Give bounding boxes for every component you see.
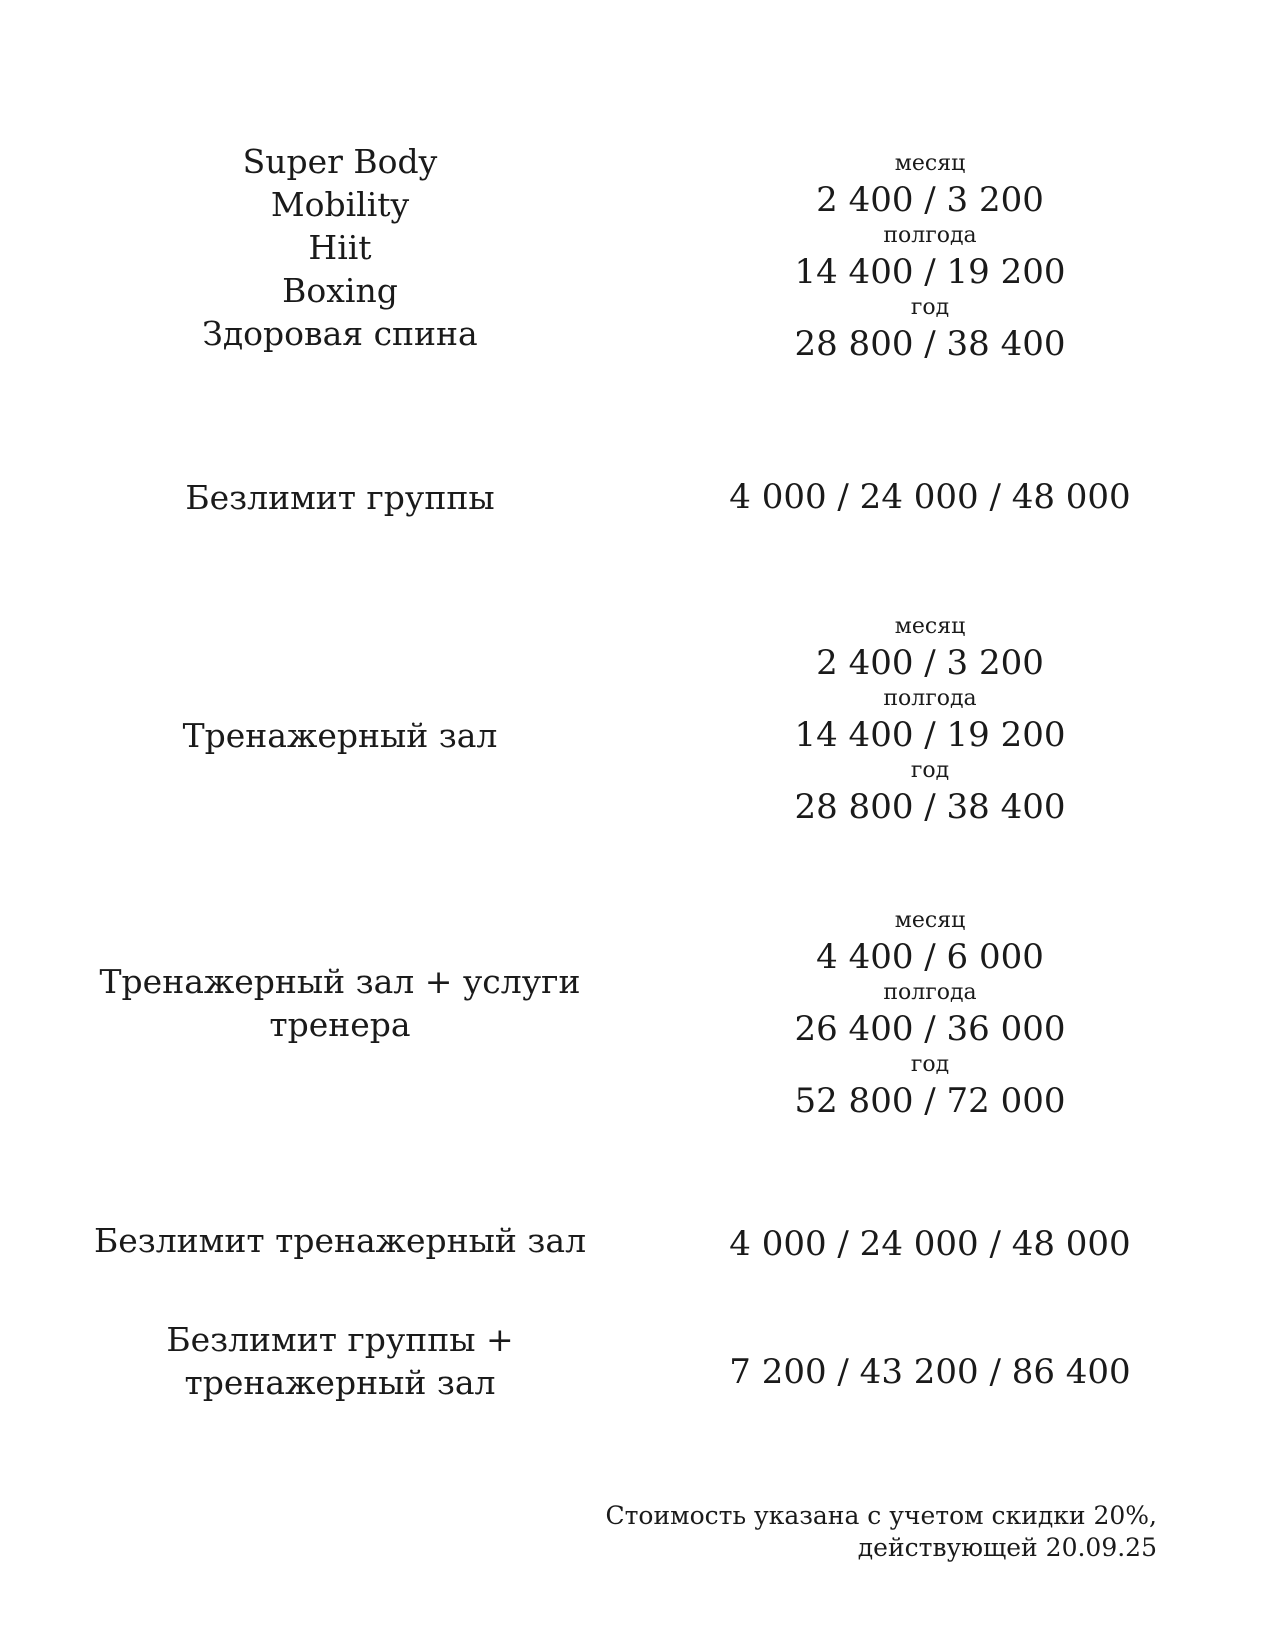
period-label: месяц xyxy=(894,908,966,933)
gym-trainer-prices xyxy=(660,907,1200,1123)
unlimited-groups-gym-title xyxy=(90,1318,590,1404)
class-name: Super Body xyxy=(242,142,438,181)
price-value: 14 400 / 19 200 xyxy=(794,252,1066,292)
price-value: 4 000 / 24 000 / 48 000 xyxy=(729,1224,1131,1264)
gym-trainer-title xyxy=(90,960,590,1046)
plan-name: Безлимит группы xyxy=(185,478,495,517)
group-classes-list xyxy=(90,140,590,355)
gym-title xyxy=(90,714,590,757)
price-value: 7 200 / 43 200 / 86 400 xyxy=(729,1352,1131,1392)
period-label: месяц xyxy=(894,151,966,176)
price-value: 4 000 / 24 000 / 48 000 xyxy=(729,477,1131,517)
period-label: год xyxy=(910,1052,950,1077)
discount-note-line: действующей 20.09.25 xyxy=(857,1533,1157,1562)
unlimited-groups-title xyxy=(90,476,590,519)
discount-note-line: Стоимость указана с учетом скидки 20%, xyxy=(605,1501,1157,1530)
price-value: 2 400 / 3 200 xyxy=(816,180,1044,220)
plan-name: Безлимит группы + xyxy=(166,1320,514,1359)
period-label: полгода xyxy=(883,223,977,248)
period-label: год xyxy=(910,758,950,783)
class-name: Hiit xyxy=(308,228,372,267)
discount-note xyxy=(605,1500,1157,1564)
unlimited-gym-title xyxy=(90,1219,590,1262)
price-value: 28 800 / 38 400 xyxy=(794,787,1066,827)
price-value: 2 400 / 3 200 xyxy=(816,643,1044,683)
period-label: месяц xyxy=(894,614,966,639)
unlimited-groups-gym-price xyxy=(660,1350,1200,1394)
period-label: полгода xyxy=(883,686,977,711)
gym-prices xyxy=(660,613,1200,829)
plan-name: Тренажерный зал xyxy=(182,716,498,755)
class-name: Здоровая спина xyxy=(202,314,478,353)
plan-name: Безлимит тренажерный зал xyxy=(93,1221,587,1260)
group-classes-prices xyxy=(660,150,1200,366)
class-name: Boxing xyxy=(282,271,398,310)
period-label: год xyxy=(910,295,950,320)
price-value: 28 800 / 38 400 xyxy=(794,324,1066,364)
price-value: 4 400 / 6 000 xyxy=(816,937,1044,977)
period-label: полгода xyxy=(883,980,977,1005)
plan-name: Тренажерный зал + услуги xyxy=(99,962,581,1001)
price-value: 14 400 / 19 200 xyxy=(794,715,1066,755)
price-value: 52 800 / 72 000 xyxy=(794,1081,1066,1121)
unlimited-gym-price xyxy=(660,1222,1200,1266)
plan-name: тренажерный зал xyxy=(184,1363,496,1402)
plan-name: тренера xyxy=(269,1005,411,1044)
price-value: 26 400 / 36 000 xyxy=(794,1009,1066,1049)
class-name: Mobility xyxy=(270,185,410,224)
unlimited-groups-price xyxy=(660,475,1200,519)
